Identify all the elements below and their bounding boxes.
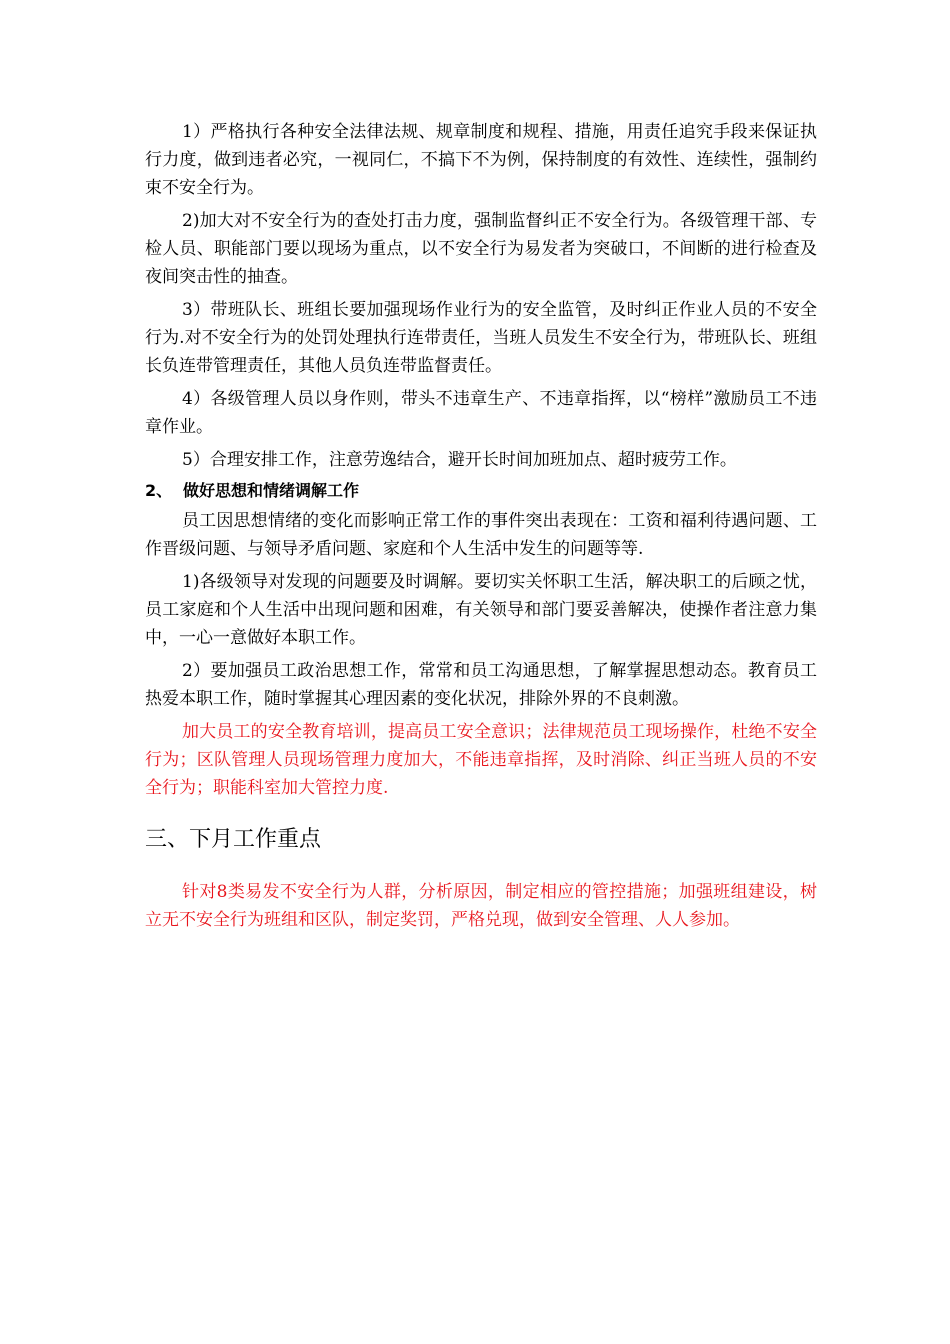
- document-page: [145, 118, 817, 939]
- paragraph-intro: 员工因思想情绪的变化而影响正常工作的事件突出表现在：工资和福利待遇问题、工作晋级问题、与领导矛盾问题、家庭和个人生活中发生的问题等等.: [145, 511, 817, 559]
- paragraph-emotion-1: 1)各级领导对发现的问题要及时调解。要切实关怀职工生活，解决职工的后顾之忧，员工家庭和个人生活中出现问题和困难，有关领导和部门要妥善解决，使操作者注意力集中，一心一意做好本职工作。: [145, 572, 817, 648]
- highlight-paragraph-next-month: 针对8类易发不安全行为人群，分析原因，制定相应的管控措施；加强班组建设，树立无不安全行为班组和区队，制定奖罚，严格兑现，做到安全管理、人人参加。: [145, 882, 817, 930]
- subheading-text: 做好思想和情绪调解工作: [183, 481, 360, 500]
- paragraph-measure-2: 2)加大对不安全行为的查处打击力度，强制监督纠正不安全行为。各级管理干部、专检人员、职能部门要以现场为重点，以不安全行为易发者为突破口，不间断的进行检查及夜间突击性的抽查。: [145, 211, 817, 287]
- subheading: [145, 479, 817, 503]
- paragraph-measure-5: 5）合理安排工作，注意劳逸结合，避开长时间加班加点、超时疲劳工作。: [182, 450, 737, 470]
- paragraph-measure-3: 3）带班队长、班组长要加强现场作业行为的安全监管，及时纠正作业人员的不安全行为.对不安全行为的处罚处理执行连带责任，当班人员发生不安全行为，带班队长、班组长负连带管理责任，其他人员负连带监督责任。: [145, 300, 817, 376]
- section-title: 三、下月工作重点: [145, 827, 322, 852]
- paragraph-measure-1: 1）严格执行各种安全法律法规、规章制度和规程、措施，用责任追究手段来保证执行力度，做到违者必究，一视同仁，不搞下不为例，保持制度的有效性、连续性，强制约束不安全行为。: [145, 122, 817, 198]
- paragraph-measure-4: 4）各级管理人员以身作则，带头不违章生产、不违章指挥，以“榜样”激励员工不违章作业。: [145, 389, 817, 437]
- paragraph-emotion-2: 2）要加强员工政治思想工作，常常和员工沟通思想，了解掌握思想动态。教育员工热爱本职工作，随时掌握其心理因素的变化状况，排除外界的不良刺激。: [145, 661, 817, 709]
- subheading-number: 2、: [145, 481, 173, 500]
- highlight-paragraph-summary: 加大员工的安全教育培训，提高员工安全意识；法律规范员工现场操作，杜绝不安全行为；区队管理人员现场管理力度加大，不能违章指挥，及时消除、纠正当班人员的不安全行为；职能科室加大管控力度.: [145, 722, 817, 798]
